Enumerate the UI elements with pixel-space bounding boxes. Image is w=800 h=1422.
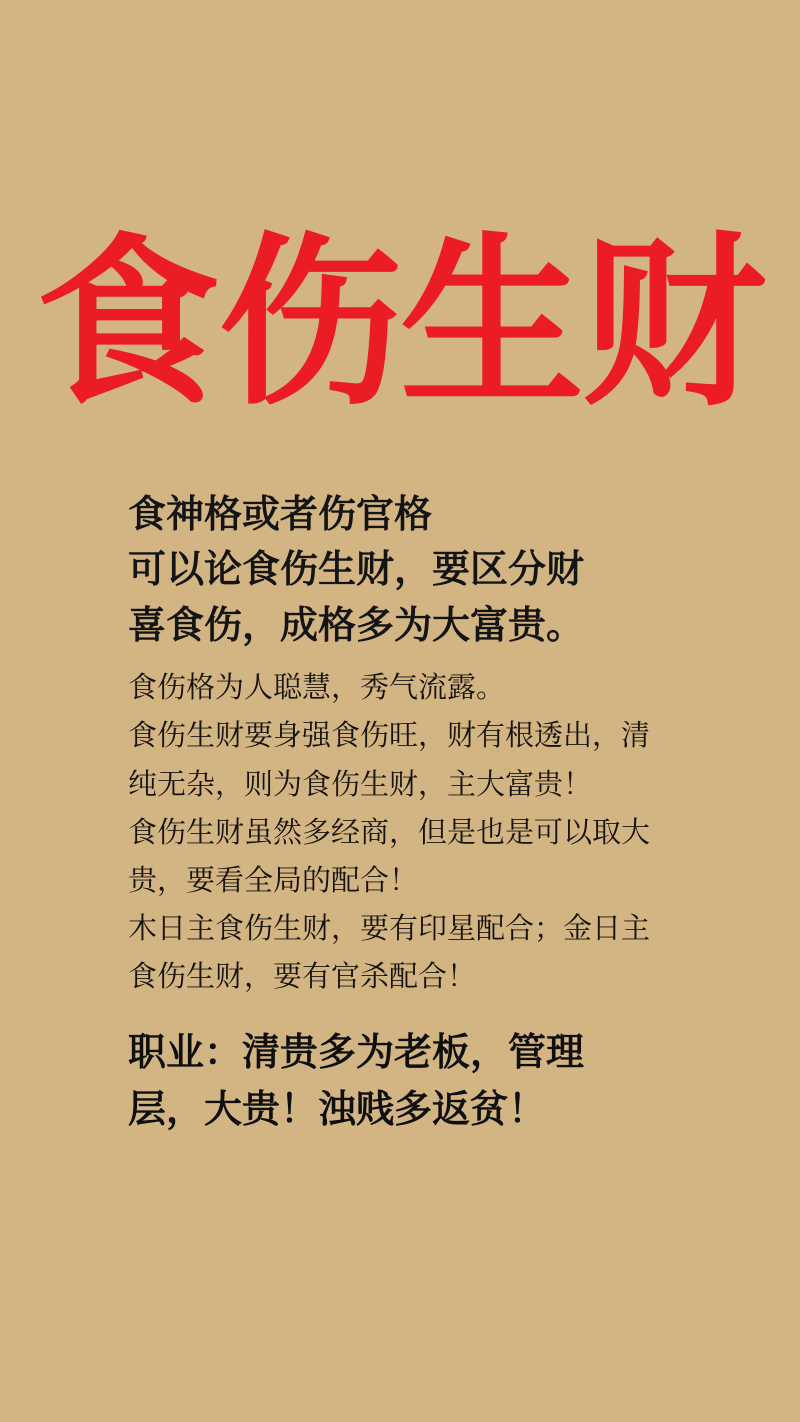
detail-line-3: 纯无杂，则为食伤生财，主大富贵！ <box>128 768 593 801</box>
page-title: 食伤生财 <box>35 217 764 431</box>
detail-line-6: 木日主食伤生财，要有印星配合；金日主 <box>128 912 651 945</box>
detail-line-2: 食伤生财要身强食伤旺，财有根透出，清 <box>128 720 651 753</box>
detail-line-1: 食伤格为人聪慧，秀气流露。 <box>128 672 506 705</box>
poster-body <box>128 488 680 1139</box>
closing-line-1: 职业：清贵多为老板，管理 <box>128 1031 585 1074</box>
closing-line-2: 层，大贵！浊贱多返贫！ <box>128 1088 547 1131</box>
detail-paragraphs <box>128 666 680 999</box>
lead-line-1: 食神格或者伤官格 <box>128 494 433 536</box>
detail-line-4: 食伤生财虽然多经商，但是也是可以取大 <box>128 816 651 849</box>
lead-line-2: 可以论食伤生财，要区分财 <box>128 549 585 592</box>
closing-paragraph <box>128 1025 680 1139</box>
lead-paragraph <box>128 488 680 654</box>
lead-line-3: 喜食伤，成格多为大富贵。 <box>128 604 585 647</box>
detail-line-5: 贵，要看全局的配合！ <box>128 864 419 897</box>
detail-line-7: 食伤生财，要有官杀配合！ <box>128 960 477 993</box>
